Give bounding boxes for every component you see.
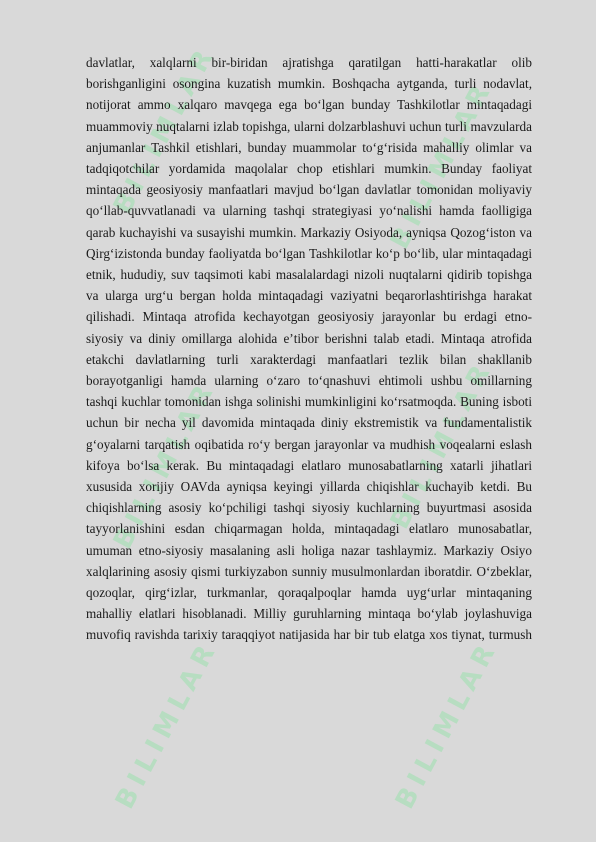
body-paragraph: davlatlar, xalqlarni bir-biridan ajratishga qaratilgan hatti-harakatlar olib borishganligini osongina kuzatish mumkin. Boshqacha aytganda, turli nodavlat, notijorat ammo xalqaro mavqega ega boʻlgan bunday Tashkilotlar mintaqadagi muammoviy nuqtalarni izlab topishga, ularni dolzarblashuvi uchun turli mavzularda anjumanlar Tashkil etishlari, bunday muammolar toʻgʻrisida mahalliy olimlar va tadqiqotchilar yordamida maqolalar chop etishlari mumkin. Bunday faoliyat mintaqada geosiyosiy manfaatlari mavjud boʻlgan davlatlar tomonidan moliyaviy qoʻllab-quvvatlanadi va ularning tashqi strategiyasi yoʻnalishi hamda faolligiga qarab kuchayishi va susayishi mumkin. Markaziy Osiyoda, ayniqsa Qozogʻiston va Qirgʻizistonda bunday faoliyatda boʻlgan Tashkilotlar koʻp boʻlib, ular mintaqadagi etnik, hududiy, suv taqsimoti kabi masalalardagi nizoli nuqtalarni qidirib topishga va ularga urgʻu bergan holda mintaqadagi vaziyatni beqarorlashtirishga harakat qilishadi. Mintaqa atrofida kechayotgan geosiyosiy jarayonlar bu erdagi etno-siyosiy va diniy omillarga alohida eʼtibor berishni talab etadi. Mintaqa atrofida etakchi davlatlarning turli xarakterdagi manfaatlari tezlik bilan shakllanib borayotganligi hamda ularning oʻzaro toʻqnashuvi ehtimoli ushbu omillarning tashqi kuchlar tomonidan ishga solinishi mumkinligini koʻrsatmoqda. Buning isboti uchun bir necha yil davomida mintaqada diniy ekstremistik va fundamentalistik gʻoyalarni tarqatish oqibatida roʻy bergan jarayonlar va mudhish voqealarni eslash kifoya boʻlsa kerak. Bu mintaqadagi elatlaro munosabatlarning xatarli jihatlari xususida xorijiy OAVda ayniqsa keyingi yillarda chiqishlar kuchayib ketdi. Bu chiqishlarning asosiy koʻpchiligi tashqi siyosiy kuchlarning buyurtmasi asosida tayyorlanishini esdan chiqarmagan holda, mintaqadagi elatlaro munosabatlar, umuman etno-siyosiy masalaning asli holiga nazar tashlaymiz. Markaziy Osiyo xalqlarining asosiy qismi turkiyzabon sunniy musulmonlardan iboratdir. Oʻzbeklar, qozoqlar, qirgʻizlar, turkmanlar, qoraqalpoqlar hamda uygʻurlar mintaqaning mahalliy elatlari hisoblanadi. Milliy guruhlarning mintaqa boʻylab joylashuviga muvofiq ravishda tarixiy taraqqiyot natijasida har bir tub elatga xos tiynat, turmush <box>86 55 532 643</box>
watermark: BILIMLAR <box>385 75 499 255</box>
watermark: BILIMLAR <box>108 375 222 555</box>
watermark: BILIMLAR <box>108 40 222 220</box>
watermark: BILIMLAR <box>385 355 499 535</box>
watermark: BILIMLAR <box>390 635 504 815</box>
watermark: BILIMLAR <box>110 635 224 815</box>
